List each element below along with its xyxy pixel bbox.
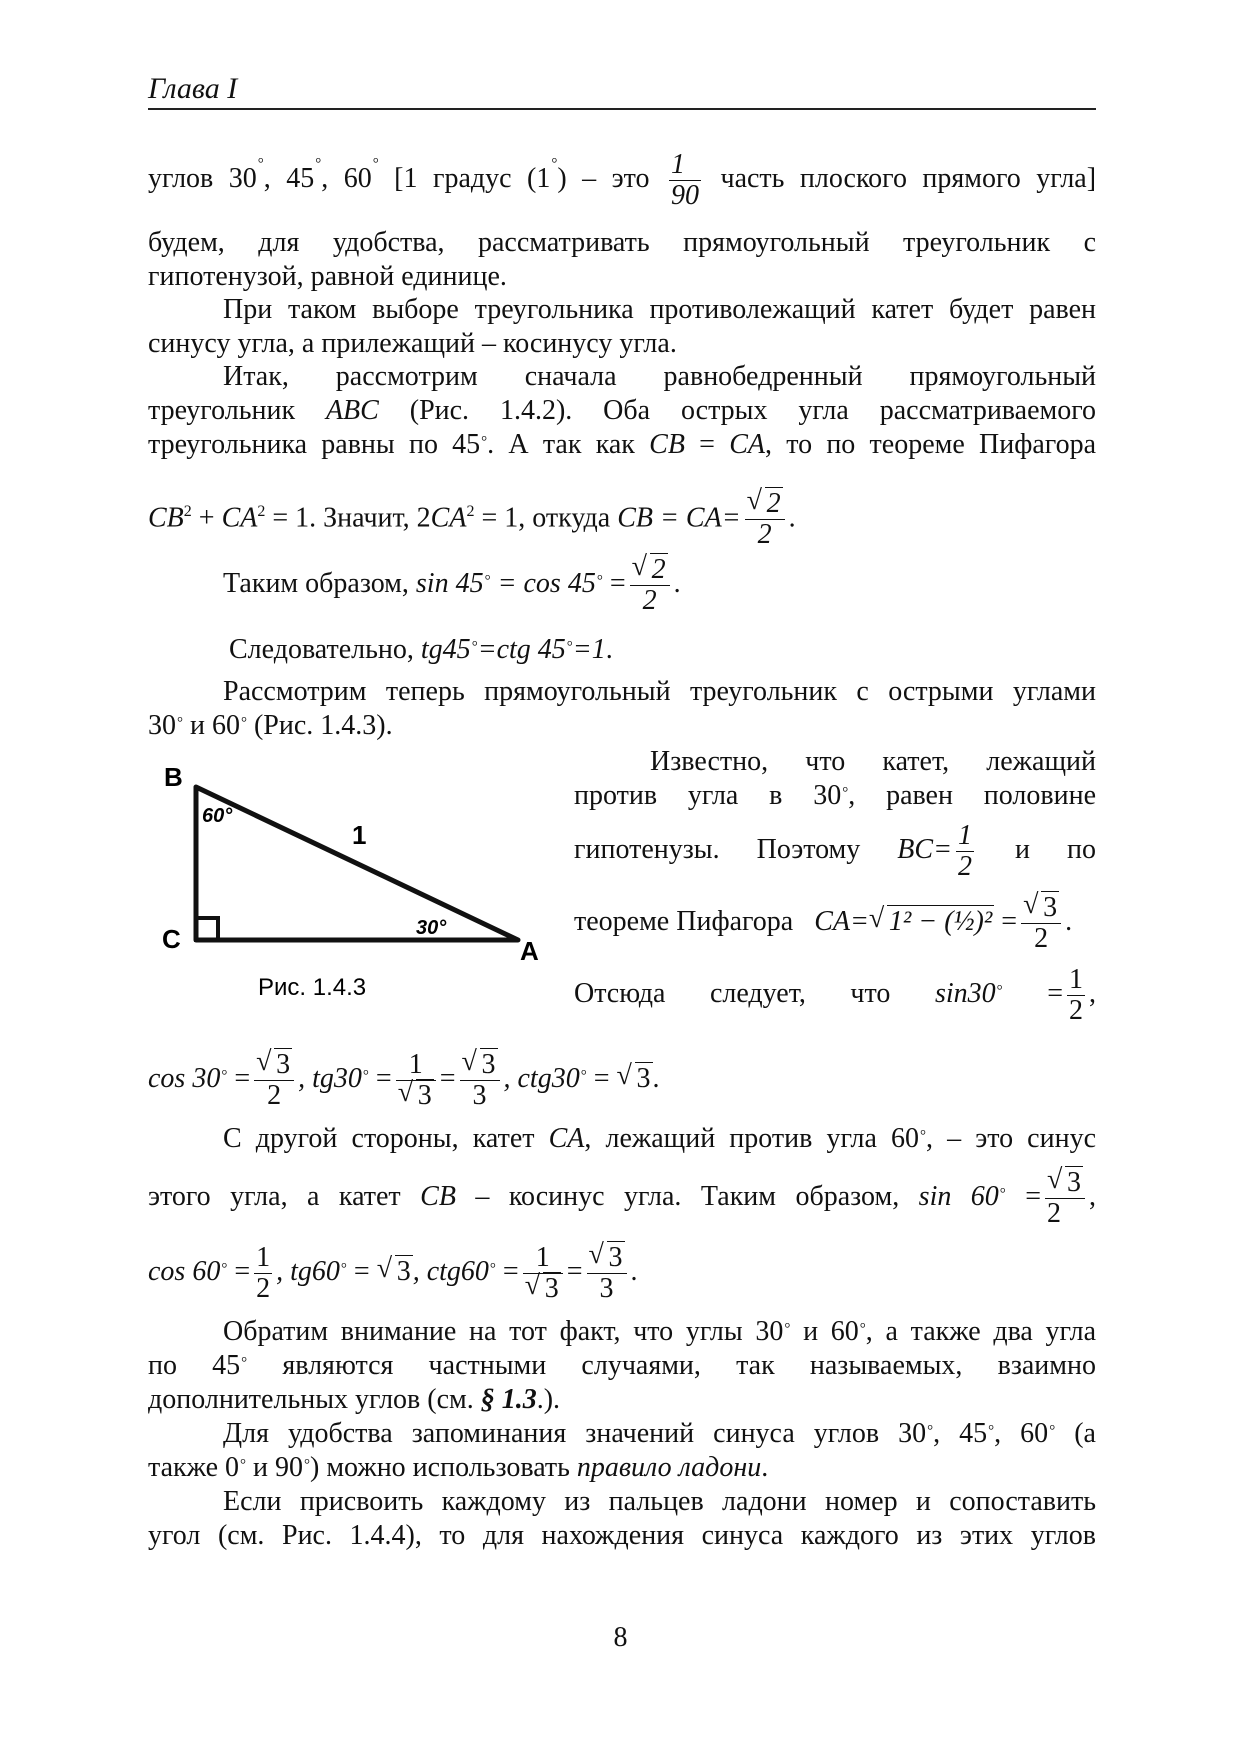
paragraph-line: При таком выборе треугольника противолежащий катет будет равен: [223, 294, 1096, 325]
fraction-sqrt2-2: √ $\frac{2}{2}$: [630, 555, 670, 616]
angle-a-label: 30°: [416, 917, 447, 939]
formula-sin30: Отсюда следует, что sin30° = $\frac{1}{2}$ ,: [574, 964, 1096, 1027]
vertex-b-label: B: [164, 762, 183, 792]
fraction-sqrt2-2: √ $\frac{2}{2}$: [745, 489, 785, 550]
paragraph-line: углов 30°, 45°, 60° [1 градус (1°) – это $\frac{1}{90}$ часть плоского прямого угла]: [148, 149, 1097, 211]
page-number: 8: [613, 1622, 628, 1653]
figure-caption: Рис. 1.4.3: [258, 974, 367, 1001]
formula-ca: теореме Пифагора CA=√ 1² − (½)² = √ $\frac{3}{2}$ .: [574, 890, 1096, 954]
fraction-sqrt3-2: √ $\frac{3}{2}$: [1021, 893, 1061, 954]
chapter-header: Глава I: [148, 72, 238, 105]
paragraph-line: Итак, рассмотрим сначала равнобедренный прямоугольный: [223, 361, 1096, 392]
paragraph-line: треугольника равны по 45°. А так как CB = CA, то по теореме Пифагора: [148, 429, 1096, 460]
header-rule: [148, 108, 1096, 110]
paragraph-line: Рассмотрим теперь прямоугольный треугольник с острыми углами: [223, 676, 1096, 707]
fraction-1-sqrt3: 1 √ 3: [396, 1050, 436, 1111]
paragraph-line: дополнительных углов (см. § 1.3.).: [148, 1384, 561, 1415]
section-reference: § 1.3: [480, 1384, 537, 1415]
paragraph-line: синусу угла, а прилежащий – косинусу угла.: [148, 328, 677, 359]
paragraph-line: гипотенузы. Поэтому BC= $\frac{1}{2}$ и по: [574, 820, 1097, 883]
fraction-1-sqrt3: 1 √ 3: [523, 1243, 563, 1304]
formula-sin60: этого угла, а катет CB – косинус угла. Таким образом, sin 60° = √ $\frac{3}{2}$ ,: [148, 1162, 1096, 1232]
hypotenuse-label: 1: [352, 820, 367, 850]
paragraph-line: Обратим внимание на тот факт, что углы 30° и 60°, а также два угла: [223, 1316, 1097, 1347]
fraction-1-90: $\frac{1}{90}$: [671, 149, 699, 211]
paragraph-line: Известно, что катет, лежащий: [650, 746, 1096, 777]
paragraph-line: против угла в 30°, равен половине: [574, 780, 1096, 811]
vertex-a-label: A: [520, 936, 539, 966]
fraction-sqrt3-3: √ $\frac{3}{3}$: [587, 1243, 627, 1304]
formula-tg45: Следовательно, tg45°=ctg 45°=1.: [229, 634, 613, 665]
vertex-c-label: C: [162, 924, 181, 954]
formula-60-values: cos 60° = $\frac{1}{2}$ , tg60° = √ 3, ctg60° = 1 √ 3 = √ $\frac{3}{3}$ .: [148, 1237, 1096, 1307]
paragraph-line: 30° и 60° (Рис. 1.4.3).: [148, 710, 393, 741]
formula-sin45: Таким образом, sin 45° = cos 45° = √ $\frac{2}{2}$ .: [223, 554, 1096, 614]
fraction-sqrt3-2: √ $\frac{3}{2}$: [254, 1050, 294, 1111]
triangle-figure: [148, 752, 558, 1012]
fraction-1-2: $\frac{1}{2}$: [1069, 964, 1083, 1027]
paragraph-line: будем, для удобства, рассматривать прямоугольный треугольник с: [148, 227, 1096, 258]
formula-30-values: cos 30° = √ $\frac{3}{2}$ , tg30° = 1 √ 3 = √ $\frac{3}{3}$ , ctg30° = √ 3.: [148, 1044, 1096, 1114]
fraction-sqrt3-3: √ $\frac{3}{3}$: [460, 1050, 500, 1111]
formula-pythagoras: $CB^2 + CA^2 = 1$. Значит, $2CA^2 = 1$, откуда CB = CA= √ $\frac{2}{2}$ .: [148, 482, 1096, 542]
paragraph-line: угол (см. Рис. 1.4.4), то для нахождения синуса каждого из этих углов: [148, 1520, 1096, 1551]
paragraph-line: Для удобства запоминания значений синуса углов 30°, 45°, 60° (а: [223, 1418, 1096, 1449]
paragraph-line: гипотенузой, равной единице.: [148, 261, 507, 292]
paragraph-line: также 0° и 90°) можно использовать правило ладони.: [148, 1452, 769, 1483]
paragraph-line: С другой стороны, катет CA, лежащий против угла 60°, – это синус: [223, 1123, 1096, 1154]
paragraph-line: треугольник ABC (Рис. 1.4.2). Оба острых угла рассматриваемого: [148, 395, 1097, 426]
paragraph-line: по 45° являются частными случаями, так называемых, взаимно: [148, 1350, 1096, 1381]
angle-b-label: 60°: [202, 805, 233, 827]
fraction-1-2: $\frac{1}{2}$: [256, 1242, 271, 1305]
fraction-1-2: $\frac{1}{2}$: [957, 820, 972, 883]
fraction-sqrt3-2: √ $\frac{3}{2}$: [1045, 1168, 1085, 1229]
paragraph-line: Если присвоить каждому из пальцев ладони номер и сопоставить: [223, 1486, 1096, 1517]
